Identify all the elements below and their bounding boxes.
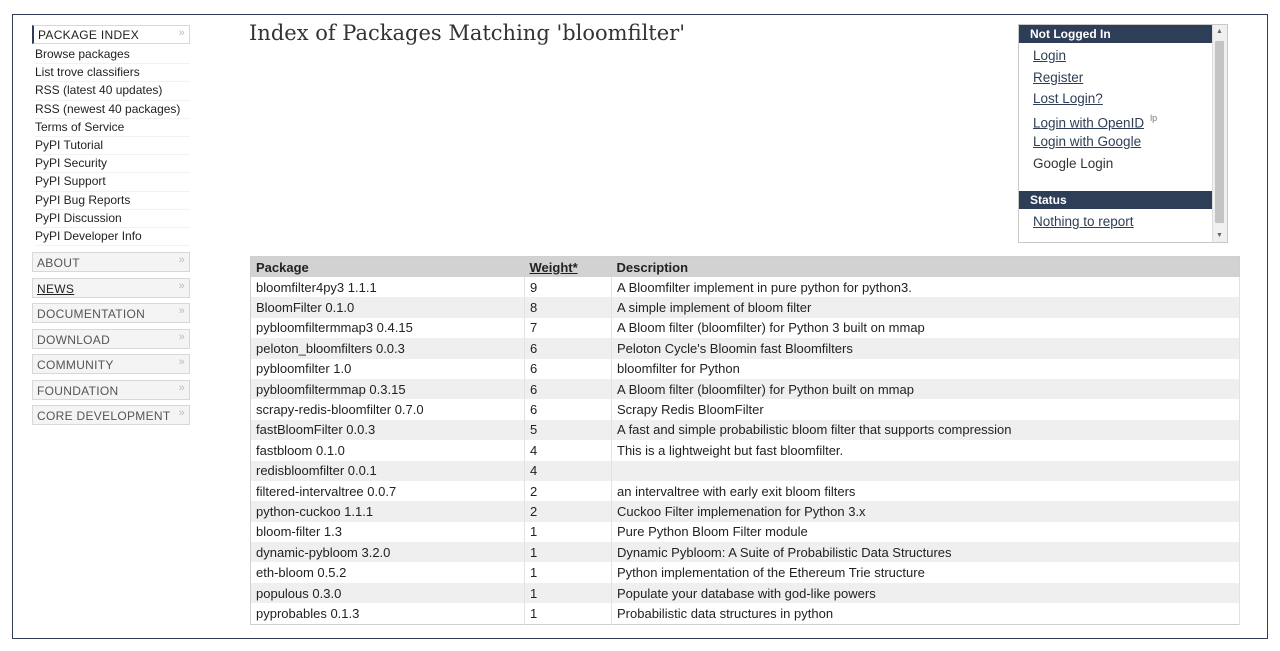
description-cell: A Bloom filter (bloomfilter) for Python 3 built on mmap (612, 318, 1240, 338)
description-cell: Dynamic Pybloom: A Suite of Probabilistic Data Structures (612, 542, 1240, 562)
sidebar-item-download[interactable] (32, 329, 190, 349)
table-row[interactable] (251, 297, 1240, 317)
weight-cell: 4 (525, 461, 612, 481)
package-cell[interactable]: filtered-intervaltree 0.0.7 (251, 481, 525, 501)
table-row[interactable] (251, 562, 1240, 582)
table-row[interactable] (251, 359, 1240, 379)
chevron-right-icon: » (178, 356, 185, 369)
weight-sort-link[interactable]: Weight* (529, 259, 578, 275)
package-cell[interactable]: pybloomfilter 1.0 (251, 359, 525, 379)
weight-cell: 1 (525, 583, 612, 603)
sidebar-link-trove-classifiers[interactable]: List trove classifiers (35, 64, 190, 82)
table-row[interactable] (251, 542, 1240, 562)
weight-cell: 2 (525, 501, 612, 521)
package-cell[interactable]: redisbloomfilter 0.0.1 (251, 461, 525, 481)
column-header-description: Description (612, 257, 1240, 278)
table-row[interactable] (251, 461, 1240, 481)
description-cell: Python implementation of the Ethereum Trie structure (612, 562, 1240, 582)
table-row[interactable] (251, 318, 1240, 338)
description-cell: Pure Python Bloom Filter module (612, 522, 1240, 542)
results-table (250, 256, 1240, 625)
weight-cell: 7 (525, 318, 612, 338)
sidebar-item-community[interactable] (32, 354, 190, 374)
sidebar (32, 25, 190, 425)
weight-cell: 5 (525, 420, 612, 440)
package-cell[interactable]: pyprobables 0.1.3 (251, 603, 525, 624)
sidebar-item-news[interactable] (32, 278, 190, 298)
chevron-right-icon: » (178, 27, 185, 39)
register-link[interactable]: Register (1033, 69, 1084, 85)
description-cell (612, 461, 1240, 481)
sidebar-link-security[interactable]: PyPI Security (35, 155, 190, 173)
table-row[interactable] (251, 277, 1240, 297)
description-cell: A Bloomfilter implement in pure python for python3. (612, 277, 1240, 297)
package-index-links (35, 46, 190, 246)
login-panel-scrollbar[interactable] (1212, 25, 1227, 242)
weight-cell: 8 (525, 297, 612, 317)
table-row[interactable] (251, 399, 1240, 419)
package-cell[interactable]: scrapy-redis-bloomfilter 0.7.0 (251, 399, 525, 419)
table-row[interactable] (251, 481, 1240, 501)
table-row[interactable] (251, 440, 1240, 460)
table-row[interactable] (251, 338, 1240, 358)
description-cell: Populate your database with god-like powers (612, 583, 1240, 603)
sidebar-item-core-development[interactable] (32, 405, 190, 425)
package-cell[interactable]: fastbloom 0.1.0 (251, 440, 525, 460)
description-cell: A Bloom filter (bloomfilter) for Python built on mmap (612, 379, 1240, 399)
login-google-link[interactable]: Login with Google (1033, 134, 1142, 149)
weight-cell: 1 (525, 603, 612, 624)
chevron-right-icon: » (178, 407, 185, 420)
description-cell: This is a lightweight but fast bloomfilter. (612, 440, 1240, 460)
package-cell[interactable]: fastBloomFilter 0.0.3 (251, 420, 525, 440)
sidebar-link-browse-packages[interactable]: Browse packages (35, 46, 190, 64)
sidebar-link-support[interactable]: PyPI Support (35, 173, 190, 191)
weight-cell: 1 (525, 562, 612, 582)
sidebar-link-tutorial[interactable]: PyPI Tutorial (35, 137, 190, 155)
column-header-weight (525, 257, 612, 278)
package-cell[interactable]: peloton_bloomfilters 0.0.3 (251, 338, 525, 358)
table-row[interactable] (251, 522, 1240, 542)
sidebar-item-news-label: NEWS (37, 281, 75, 296)
login-panel (1018, 24, 1228, 243)
status-body (1019, 209, 1227, 229)
package-cell[interactable]: pybloomfiltermmap3 0.4.15 (251, 318, 525, 338)
scroll-down-icon[interactable]: ▼ (1216, 232, 1223, 239)
sidebar-item-core-development-label: CORE DEVELOPMENT (37, 409, 171, 424)
sidebar-item-documentation-label: DOCUMENTATION (37, 307, 146, 322)
package-cell[interactable]: bloom-filter 1.3 (251, 522, 525, 542)
weight-cell: 2 (525, 481, 612, 501)
sidebar-package-index[interactable] (32, 25, 190, 44)
table-row[interactable] (251, 420, 1240, 440)
sidebar-item-documentation[interactable] (32, 303, 190, 323)
table-row[interactable] (251, 379, 1240, 399)
package-cell[interactable]: BloomFilter 0.1.0 (251, 297, 525, 317)
login-link[interactable]: Login (1033, 48, 1067, 63)
package-cell[interactable]: bloomfilter4py3 1.1.1 (251, 277, 525, 297)
description-cell: an intervaltree with early exit bloom filters (612, 481, 1240, 501)
table-header-row (251, 257, 1240, 278)
chevron-right-icon: » (178, 330, 185, 343)
package-cell[interactable]: pybloomfiltermmap 0.3.15 (251, 379, 525, 399)
weight-cell: 6 (525, 399, 612, 419)
description-cell: Probabilistic data structures in python (612, 603, 1240, 624)
sidebar-link-rss-newest[interactable]: RSS (newest 40 packages) (35, 101, 190, 119)
column-header-package: Package (251, 257, 525, 278)
table-row[interactable] (251, 583, 1240, 603)
sidebar-item-foundation-label: FOUNDATION (37, 383, 119, 398)
weight-cell: 9 (525, 277, 612, 297)
sidebar-link-bug-reports[interactable]: PyPI Bug Reports (35, 192, 190, 210)
description-cell: Scrapy Redis BloomFilter (612, 399, 1240, 419)
status-link[interactable]: Nothing to report (1033, 214, 1134, 229)
description-cell: A simple implement of bloom filter (612, 297, 1240, 317)
sidebar-link-developer-info[interactable]: PyPI Developer Info (35, 228, 190, 246)
sidebar-item-about-label: ABOUT (37, 256, 80, 271)
weight-cell: 6 (525, 379, 612, 399)
sidebar-item-community-label: COMMUNITY (37, 358, 114, 373)
google-login-label: Google Login (1033, 155, 1114, 171)
lost-login-link[interactable]: Lost Login? (1033, 91, 1103, 106)
scrollbar-thumb[interactable] (1215, 41, 1224, 223)
package-cell[interactable]: python-cuckoo 1.1.1 (251, 501, 525, 521)
sidebar-link-rss-updates[interactable]: RSS (latest 40 updates) (35, 82, 190, 100)
openid-row (1033, 113, 1227, 135)
sidebar-link-discussion[interactable]: PyPI Discussion (35, 210, 190, 228)
results-body (251, 277, 1240, 624)
status-header: Status (1019, 191, 1223, 209)
weight-cell: 6 (525, 338, 612, 358)
table-row[interactable] (251, 603, 1240, 624)
package-cell[interactable]: eth-bloom 0.5.2 (251, 562, 525, 582)
description-cell: A fast and simple probabilistic bloom filter that supports compression (612, 420, 1240, 440)
description-cell: bloomfilter for Python (612, 359, 1240, 379)
table-row[interactable] (251, 501, 1240, 521)
package-cell[interactable]: dynamic-pybloom 3.2.0 (251, 542, 525, 562)
sidebar-item-download-label: DOWNLOAD (37, 332, 111, 347)
login-openid-link[interactable]: Login with OpenID (1033, 114, 1145, 130)
scroll-up-icon[interactable]: ▲ (1216, 28, 1223, 35)
chevron-right-icon: » (178, 254, 185, 267)
openid-mark: lp (1150, 112, 1158, 123)
sidebar-package-index-label: PACKAGE INDEX (38, 28, 140, 42)
sidebar-link-terms[interactable]: Terms of Service (35, 119, 190, 137)
description-cell: Cuckoo Filter implemenation for Python 3.x (612, 501, 1240, 521)
chevron-right-icon: » (178, 305, 185, 318)
login-panel-header: Not Logged In (1019, 25, 1223, 43)
weight-cell: 4 (525, 440, 612, 460)
weight-cell: 6 (525, 359, 612, 379)
weight-cell: 1 (525, 522, 612, 542)
description-cell: Peloton Cycle's Bloomin fast Bloomfilters (612, 338, 1240, 358)
login-links (1019, 43, 1227, 177)
page-title: Index of Packages Matching 'bloomfilter' (249, 21, 685, 45)
weight-cell: 1 (525, 542, 612, 562)
chevron-right-icon: » (178, 381, 185, 394)
sidebar-item-foundation[interactable] (32, 380, 190, 400)
chevron-right-icon: » (178, 279, 185, 292)
package-cell[interactable]: populous 0.3.0 (251, 583, 525, 603)
sidebar-item-about[interactable] (32, 252, 190, 272)
